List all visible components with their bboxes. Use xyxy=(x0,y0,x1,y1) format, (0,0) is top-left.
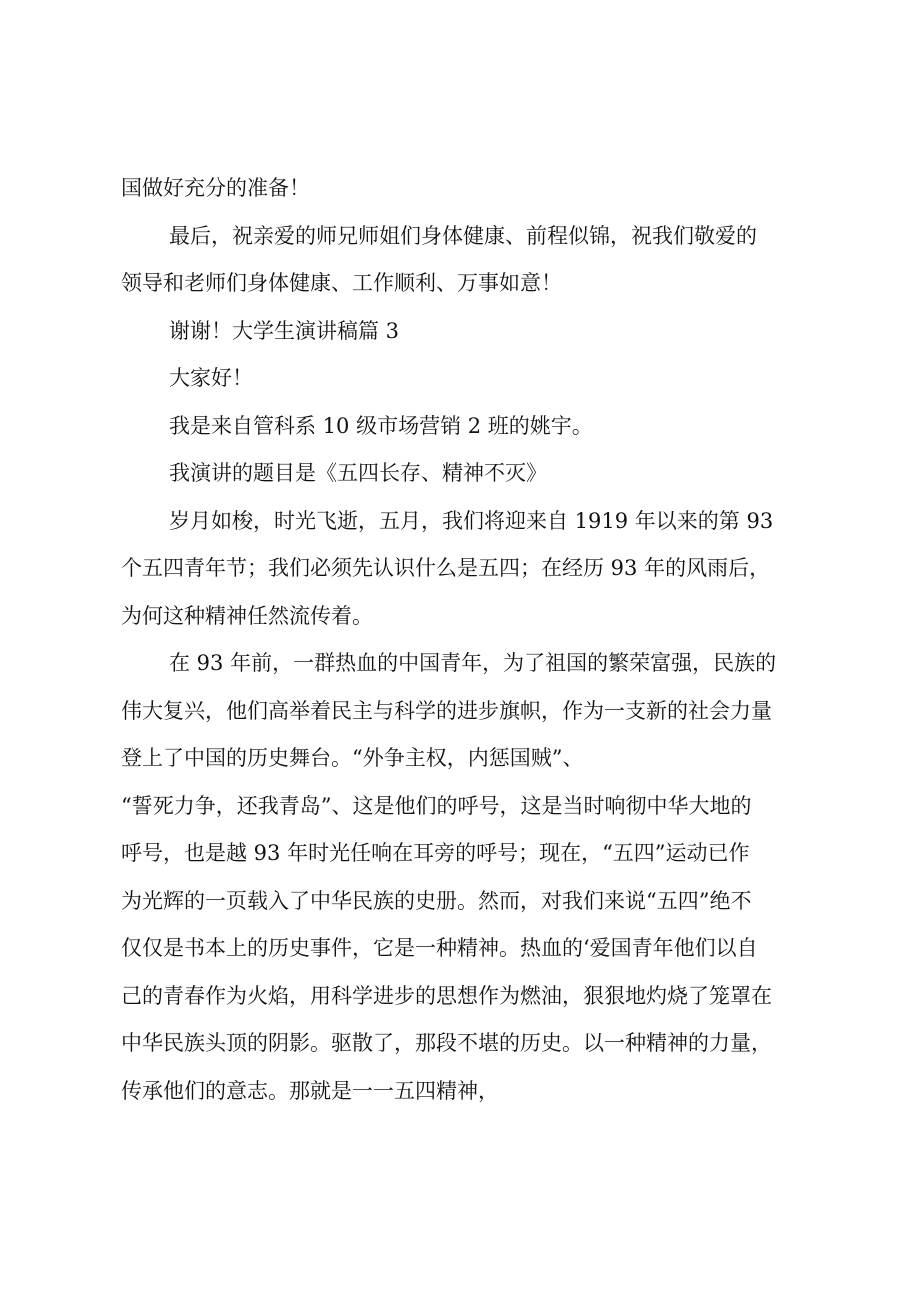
text-line: 谢谢！大学生演讲稿篇 3 xyxy=(169,318,400,343)
text-line: 中华民族头顶的阴影。驱散了，那段不堪的历史。以一种精神的力量， xyxy=(121,1031,772,1055)
text-line: 为何这种精神任然流传着。 xyxy=(121,603,373,628)
text-line: 为光辉的一页载入了中华民族的史册。然而，对我们来说“五四”绝不 xyxy=(121,888,752,913)
text-line: 在 93 年前，一群热血的中国青年，为了祖国的繁荣富强，民族的 xyxy=(169,651,777,675)
text-line: 最后，祝亲爱的师兄师姐们身体健康、前程似锦，祝我们敬爱的 xyxy=(169,223,757,248)
text-line: 登上了中国的历史舞台。“外争主权，内惩国贼”、 xyxy=(121,746,584,770)
text-line: 领导和老师们身体健康、工作顺利、万事如意！ xyxy=(121,271,562,295)
body-text xyxy=(121,170,831,1120)
text-line: 传承他们的意志。那就是一一五四精神， xyxy=(121,1078,499,1103)
text-line: 仅仅是书本上的历史事件，它是一种精神。热血的‘爱国青年他们以自 xyxy=(121,936,758,960)
text-line: 呼号，也是越 93 年时光任响在耳旁的呼号；现在，“五四”运动已作 xyxy=(121,841,750,865)
text-line: 伟大复兴，他们高举着民主与科学的进步旗帜，作为一支新的社会力量 xyxy=(121,698,772,723)
text-line: 国做好充分的准备！ xyxy=(121,176,310,200)
text-line: 大家好！ xyxy=(169,366,253,390)
text-line: 我是来自管科系 10 级市场营销 2 班的姚宇。 xyxy=(169,413,593,438)
text-line: 我演讲的题目是《五四长存、精神不灭》 xyxy=(169,461,547,485)
text-line: 岁月如梭，时光飞逝，五月，我们将迎来自 1919 年以来的第 93 xyxy=(169,508,774,533)
text-line: “誓死力争，还我青岛”、这是他们的呼号，这是当时响彻中华大地的 xyxy=(121,793,752,818)
text-line: 个五四青年节；我们必须先认识什么是五四；在经历 93 年的风雨后， xyxy=(121,556,771,580)
text-line: 己的青春作为火焰，用科学进步的思想作为燃油，狠狠地灼烧了笼罩在 xyxy=(121,983,772,1008)
